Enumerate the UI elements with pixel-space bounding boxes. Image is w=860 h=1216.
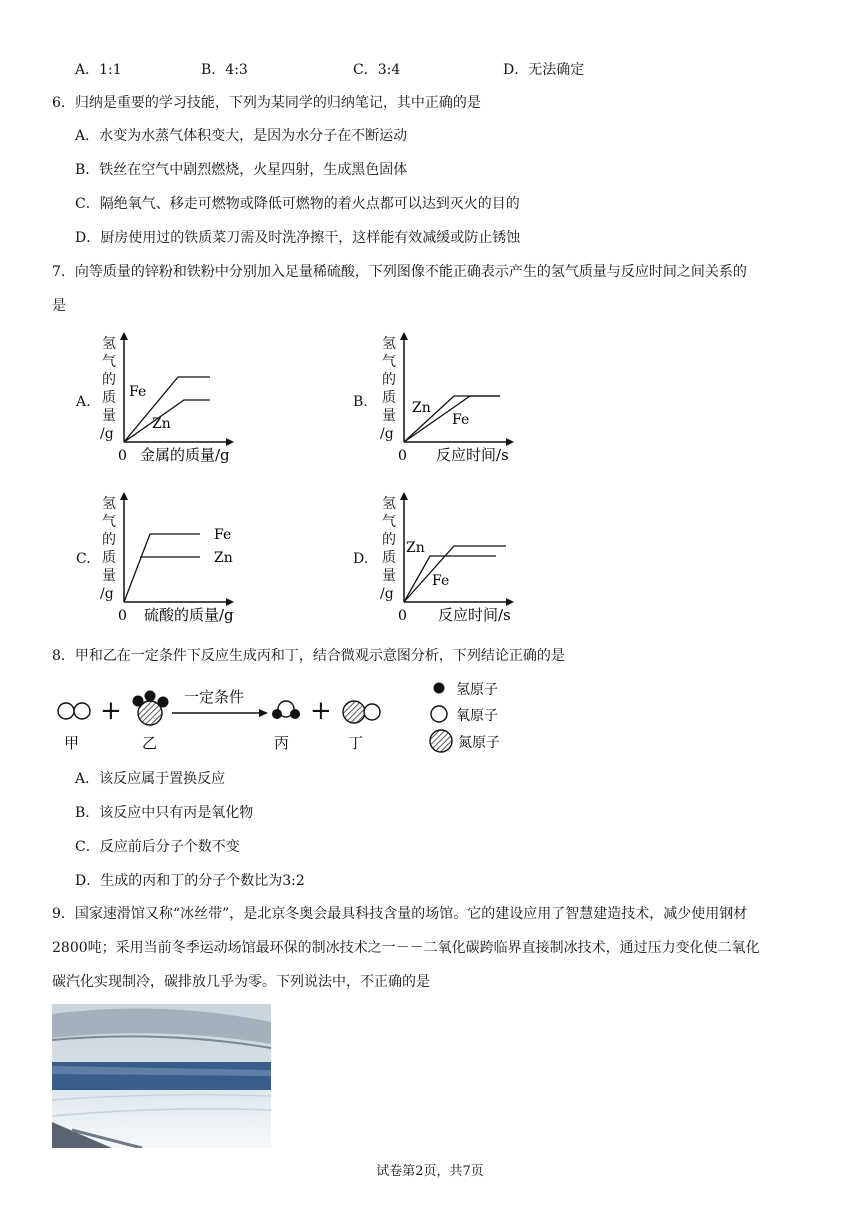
graph-c-ylabel bbox=[100, 496, 116, 602]
label-yi: 乙 bbox=[142, 734, 158, 752]
legend-nitrogen: 氮原子 bbox=[458, 735, 500, 751]
molecule-yi bbox=[133, 691, 169, 726]
q6-stem: 6．归纳是重要的学习技能，下列为某同学的归纳笔记，其中正确的是 bbox=[52, 95, 481, 111]
graph-a bbox=[96, 330, 256, 466]
svg-text:量: 量 bbox=[382, 408, 396, 424]
svg-text:氢: 氢 bbox=[382, 496, 396, 512]
legend-oxygen-marker bbox=[431, 706, 447, 722]
graph-d-zn-line bbox=[404, 556, 496, 602]
q6-option-d: D．厨房使用过的铁质菜刀需及时洗净擦干，这样能有效减缓或防止锈蚀 bbox=[75, 230, 521, 246]
svg-text:的: 的 bbox=[382, 532, 396, 548]
graph-a-xlabel: 金属的质量/g bbox=[140, 446, 230, 464]
graph-c-fe-label: Fe bbox=[214, 527, 232, 543]
graph-a-ylabel bbox=[100, 336, 116, 442]
svg-text:量: 量 bbox=[382, 568, 396, 584]
graph-a-zn-label: Zn bbox=[152, 416, 171, 432]
graph-c-zn-label: Zn bbox=[214, 550, 233, 566]
q8-reaction-diagram bbox=[52, 676, 532, 762]
graph-b-zn-label: Zn bbox=[412, 400, 431, 416]
q5-option-b: B．4:3 bbox=[201, 62, 248, 78]
graph-d bbox=[376, 490, 536, 626]
q8-option-b: B．该反应中只有丙是氧化物 bbox=[75, 805, 254, 821]
plus-sign-1: + bbox=[100, 696, 122, 726]
svg-text:/g: /g bbox=[380, 426, 394, 442]
q7-stem-line1: 7．向等质量的锌粉和铁粉中分别加入足量稀硫酸，下列图像不能正确表示产生的氢气质量与反应时间之间关系的 bbox=[52, 264, 747, 280]
svg-text:的: 的 bbox=[382, 372, 396, 388]
molecule-ding bbox=[343, 701, 380, 723]
svg-text:质: 质 bbox=[382, 550, 396, 566]
svg-text:气: 气 bbox=[102, 354, 116, 370]
speed-skating-oval-photo bbox=[52, 1004, 271, 1148]
q5-option-a: A．1:1 bbox=[75, 62, 122, 78]
q5-option-d: D．无法确定 bbox=[503, 62, 585, 78]
q6-option-b: B．铁丝在空气中剧烈燃烧，火星四射，生成黑色固体 bbox=[75, 162, 408, 178]
graph-a-origin: 0 bbox=[118, 448, 127, 464]
graph-d-origin: 0 bbox=[398, 608, 407, 624]
graph-a-letter: A. bbox=[76, 394, 91, 410]
molecule-jia bbox=[58, 703, 90, 719]
q6-option-c: C．隔绝氧气、移走可燃物或降低可燃物的着火点都可以达到灭火的目的 bbox=[75, 196, 520, 212]
plus-sign-2: + bbox=[310, 696, 332, 726]
svg-text:气: 气 bbox=[102, 514, 116, 530]
label-ding: 丁 bbox=[348, 734, 364, 752]
svg-text:/g: /g bbox=[380, 586, 394, 602]
graph-c-origin: 0 bbox=[118, 608, 127, 624]
reaction-condition: 一定条件 bbox=[184, 688, 245, 706]
q6-option-a: A．水变为水蒸气体积变大，是因为水分子在不断运动 bbox=[75, 128, 408, 144]
graph-d-ylabel bbox=[380, 496, 396, 602]
svg-text:质: 质 bbox=[102, 390, 116, 406]
q8-stem: 8．甲和乙在一定条件下反应生成丙和丁，结合微观示意图分析，下列结论正确的是 bbox=[52, 648, 565, 664]
svg-text:的: 的 bbox=[102, 532, 116, 548]
svg-text:气: 气 bbox=[382, 354, 396, 370]
molecule-bing bbox=[272, 701, 300, 719]
svg-text:质: 质 bbox=[382, 390, 396, 406]
graph-c bbox=[96, 490, 256, 626]
q9-line3: 碳汽化实现制冷，碳排放几乎为零。下列说法中，不正确的是 bbox=[52, 974, 430, 990]
legend-oxygen: 氧原子 bbox=[456, 708, 498, 724]
graph-b bbox=[376, 330, 536, 466]
legend bbox=[430, 682, 500, 752]
label-bing: 丙 bbox=[274, 734, 290, 752]
graph-b-letter: B. bbox=[353, 394, 368, 410]
graph-d-xlabel: 反应时间/s bbox=[438, 606, 511, 624]
graph-c-fe-line bbox=[124, 534, 200, 602]
graph-b-fe-label: Fe bbox=[452, 412, 470, 428]
graph-b-origin: 0 bbox=[398, 448, 407, 464]
graph-d-zn-label: Zn bbox=[406, 540, 425, 556]
svg-text:质: 质 bbox=[102, 550, 116, 566]
label-jia: 甲 bbox=[64, 734, 80, 752]
graph-d-fe-label: Fe bbox=[432, 573, 450, 589]
q9-line2: 2800吨；采用当前冬季运动场馆最环保的制冰技术之一－－二氧化碳跨临界直接制冰技术，通过压力变化使二氧化 bbox=[52, 940, 760, 956]
q5-option-c: C．3:4 bbox=[353, 62, 401, 78]
q8-option-d: D．生成的丙和丁的分子个数比为3:2 bbox=[75, 873, 305, 889]
graph-c-letter: C. bbox=[76, 551, 91, 567]
graph-c-xlabel: 硫酸的质量/g bbox=[144, 606, 234, 624]
graph-b-xlabel: 反应时间/s bbox=[436, 446, 509, 464]
svg-text:的: 的 bbox=[102, 372, 116, 388]
svg-text:氢: 氢 bbox=[102, 336, 116, 352]
q8-option-a: A．该反应属于置换反应 bbox=[75, 771, 226, 787]
graph-b-ylabel bbox=[380, 336, 396, 442]
legend-nitrogen-marker bbox=[430, 730, 452, 752]
page-footer: 试卷第2页，共7页 bbox=[376, 1164, 484, 1179]
svg-text:量: 量 bbox=[102, 408, 116, 424]
svg-text:气: 气 bbox=[382, 514, 396, 530]
svg-text:/g: /g bbox=[100, 426, 114, 442]
q9-line1: 9．国家速滑馆又称“冰丝带”，是北京冬奥会最具科技含量的场馆。它的建设应用了智慧建造技术，减少使用钢材 bbox=[52, 906, 748, 922]
q8-option-c: C．反应前后分子个数不变 bbox=[75, 839, 240, 855]
legend-hydrogen-marker bbox=[434, 683, 445, 694]
graph-d-letter: D. bbox=[353, 551, 369, 567]
svg-text:量: 量 bbox=[102, 568, 116, 584]
svg-text:氢: 氢 bbox=[102, 496, 116, 512]
graph-a-fe-label: Fe bbox=[129, 384, 147, 400]
svg-text:/g: /g bbox=[100, 586, 114, 602]
legend-hydrogen: 氢原子 bbox=[456, 682, 498, 698]
svg-text:氢: 氢 bbox=[382, 336, 396, 352]
q7-stem-line2: 是 bbox=[52, 298, 66, 314]
